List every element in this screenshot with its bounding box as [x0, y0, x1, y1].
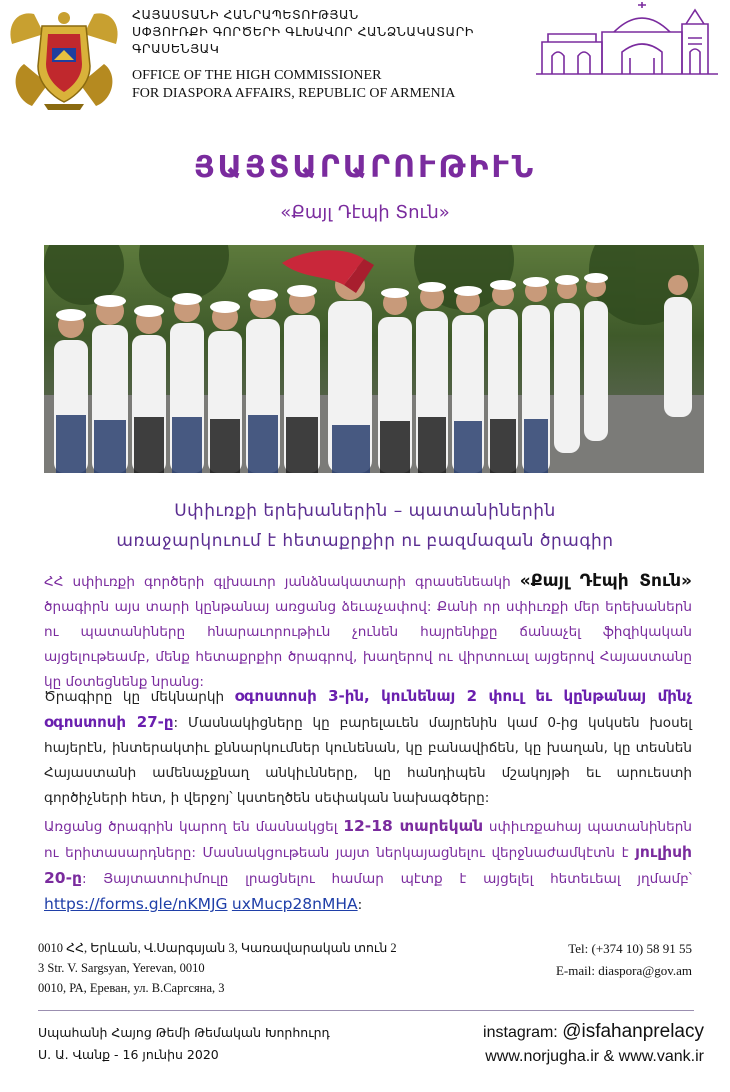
participation-end: :: [357, 897, 363, 913]
program-name: «Քայլ Դէպի Տուն»: [280, 202, 450, 223]
deadline: յուլիսի 20-ը: [44, 843, 692, 887]
office-name-arm-1: ՀԱՅԱՍՏԱՆԻ ՀԱՆՐԱՊԵՏՈՒԹՅԱՆ: [132, 7, 359, 22]
footer-divider: [38, 1010, 694, 1011]
headline-line-1: Սփիւռքի երեխաներին – պատանիներին: [174, 501, 556, 521]
schedule-text-2: : Մասնակիցները կը բարելաւեն մայրենին կամ 0-ից կսկսեն խօսել հայերէն, ինտերակտիւ քննարկումներ կունենան, կը բանավիճեն, կը խաղան, կը տեսնեն Հայաստանի ամենաչքնաղ անկիւնները, կը հանդիպեն մշակոյթի եւ արուեստի գործիչների հետ, ի վերջոյ՝ կստեղծեն սեփական նախագծերը:: [44, 715, 693, 806]
office-name-en-1: OFFICE OF THE HIGH COMMISSIONER: [132, 68, 382, 83]
headline-line-2: առաջարկուում է հետաքրքիր ու բազմազան ծրագիր: [116, 531, 614, 551]
websites[interactable]: www.norjugha.ir & www.vank.ir: [485, 1048, 704, 1065]
letterhead: [0, 0, 730, 120]
issue-date: Ս. Ա. Վանք - 16 յունիս 2020: [38, 1047, 219, 1062]
office-name-arm-2: ՍՓՅՈՒՌՔԻ ԳՈՐԾԵՐԻ ԳԼԽԱՎՈՐ ՀԱՆՁՆԱԿԱՏԱՐԻ: [132, 24, 474, 39]
instagram-line: [483, 1020, 704, 1045]
phone-number: Tel: (+374 10) 58 91 55: [568, 941, 692, 956]
footer-social: [483, 1020, 704, 1069]
age-range: 12-18 տարեկան: [343, 817, 484, 835]
email-address: E-mail: diaspora@gov.am: [555, 963, 692, 978]
participation-text-1: Առցանց ծրագրին կարող են մասնակցել: [44, 819, 344, 835]
program-name-inline: «Քայլ Դէպի Տուն»: [519, 571, 693, 591]
intro-text-2: ծրագիրն այս տարի կընթանայ առցանց ձեւաչափով: Քանի որ սփիւռքի մեր երեխաներն ու պատանիները հնարաւորութիւն չունեն հայրենիքը ճանաչել ֆիզիկական այցելութեամբ, մենք հետաքրքիր ծրագրով, խաղերով ու վիրտուալ այցերով Հայաստանը կը մօտեցնենք նրանց:: [44, 599, 692, 690]
address-line-1: 0010 ՀՀ, Երևան, Վ.Սարգսյան 3, Կառավարական տուն 2: [38, 941, 397, 955]
office-name: [132, 6, 532, 103]
office-name-en-2: FOR DIASPORA AFFAIRS, REPUBLIC OF ARMENIA: [132, 86, 456, 101]
contact-block: [556, 938, 692, 982]
issuer-name: Սպահանի Հայոց Թեմի Թեմական Խորհուրդ: [38, 1025, 330, 1040]
footer-issuer: [38, 1022, 330, 1066]
church-logo-icon: [532, 2, 722, 78]
address-line-2: 3 Str. V. Sargsyan, Yerevan, 0010: [38, 961, 205, 975]
paragraph-schedule: [44, 684, 692, 811]
form-link-part-2[interactable]: uxMucp28nMHA: [231, 895, 358, 913]
paragraph-participation: [44, 814, 692, 918]
group-photo: [44, 245, 704, 473]
instagram-handle[interactable]: @isfahanprelacy: [562, 1021, 704, 1042]
paragraph-intro: [44, 569, 692, 695]
participation-text-2: սփիւռքահայ պատանիներն ու երիտասարդները: Մասնակցութեան յայտ ներկայացնելու վերջնաժամկէտն է: [44, 819, 692, 861]
coat-of-arms-icon: [4, 4, 124, 114]
office-name-arm-3: ԳՐԱՍԵՆՅԱԿ: [132, 41, 220, 56]
announcement-title: ՅԱՅՏԱՐԱՐՈՒԹԻՒՆ: [193, 150, 537, 185]
form-link-part-1[interactable]: https://forms.gle/nKMJG: [44, 895, 228, 913]
participation-text-3: : Յայտատուիմուլը լրացնելու համար պէտք է այցելել հետեւեալ յղմամբ՝: [81, 871, 692, 887]
program-dates: օգոստոսի 3-ին, կունենայ 2 փուլ եւ կընթանայ մինչ օգոստոսի 27-ը: [44, 687, 692, 731]
schedule-text-1: Ծրագիրը կը մեկնարկի: [44, 689, 235, 705]
intro-text: ՀՀ սփիւռքի գործերի գլխաւոր յանձնակատարի գրասենեակի: [44, 574, 520, 590]
instagram-label: instagram:: [483, 1024, 563, 1041]
headline: [0, 496, 730, 556]
address-line-3: 0010, РА, Ереван, ул. В.Саргсяна, 3: [38, 981, 225, 995]
address-block: [38, 938, 397, 998]
